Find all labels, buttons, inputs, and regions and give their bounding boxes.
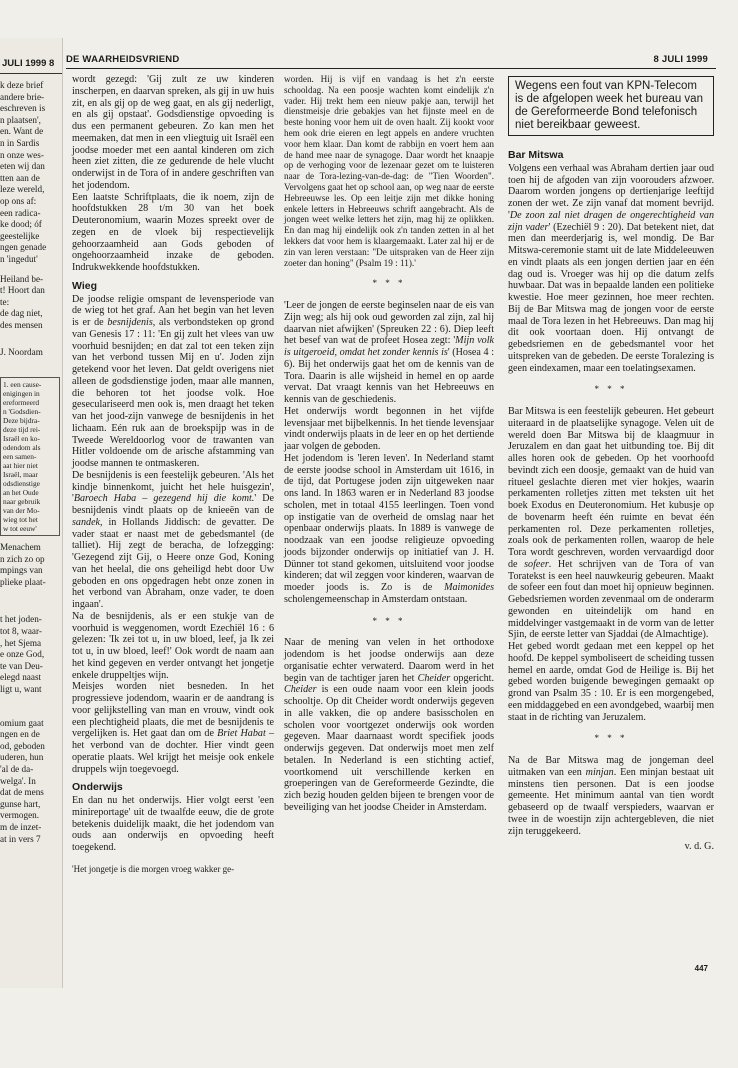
section-separator: * * * [372,278,406,289]
section-separator: * * * [372,615,406,626]
text-fragment: eten wij dan [0,161,45,172]
text-fragment: n in Sardis [0,137,40,148]
text-fragment: n plaatsen', [0,114,41,125]
text-fragment: an het Oude [3,488,39,498]
paragraph: Het onderwijs wordt begonnen in het vijfde levensjaar met bijbelkennis. In het tiende levensjaar vindt onderwijs plaats in de leer en op het dertiende jaar volgen de geboden. [284,405,494,453]
text-fragment: odendom als [3,443,41,453]
paragraph: Volgens een verhaal was Abraham dertien jaar oud toen hij de afgoden van zijn voorouders afzwoer. Daarom worden jongens op dertienjarige leeftijd zonen der wet. Ze zijn vanaf dat moment bevrijd. 'De zoon zal niet dragen de ongerechtigheid van zijn vader' (Ezechiël 9 : 20). Dat betekent niet, dat men dan meerderjarig is, wel mondig. De Bar Mitswa-ceremonie stamt uit de late Middeleeuwen en vindt plaats als een jongen dertien jaar en één dag oud is. Vroeger was hij op die datum zelfs huwbaar. Dat was in bepaalde landen een politieke kwestie. Hoe meer gezinnen, hoe meer rechten. Bij de Bar Mitswa mag de jongen voor de eerste maal de Tora lezen in het Hebreeuws. Dan mag hij dit ook voortaan doen. Hij ontvangt de gebedsriemen en de gebedsmantel voor het uitspreken van de gebeden. De eerste Toralezing is geen eindexamen, maar een toelatingsexamen. [508,162,714,374]
text-fragment: de dag niet, [0,308,43,319]
paragraph: Meisjes worden niet besneden. In het progressieve jodendom, waarin er de aandrang is voor gelijkstelling van man en vrouw, vindt ook een plechtigheid plaats, die met de besnijdenis te vergelijken is. Het gaat dan om de Briet Habat – het verbond van de dochter. Hier vindt geen operatie plaats. Wel krijgt het meisje ook enkele druppels wijn toegevoegd. [72,681,274,775]
paragraph: Het gebed wordt gedaan met een keppel op het hoofd. De keppel symboliseert de scheiding tussen hemel en aarde, omdat God de Heilige is. Bij het gebed worden buigende bewegingen gemaakt op grond van Psalm 35 : 10. Er is een morgengebed, een middaggebed en een avondgebed, waarbij men staat in de richting van Jeruzalem. [508,641,714,723]
text-fragment: Israël, maar [3,470,38,480]
text-fragment: tot 8, waar- [0,626,42,637]
text-fragment: n 'Godsdien- [3,407,41,417]
paragraph: wordt gezegd: 'Gij zult ze uw kinderen inscherpen, en daarvan spreken, als gij in uw huis zit, en als gij op de weg gaat, en als gij nederligt, en als gij opstaat'. Godsdienstige opvoeding is dus een permanent gebeuren. Zo kan men het meemaken, dat men in een vliegtuig uit Israël een joodse moeder met een aantal kinderen om zich heen ziet zitten, die ze gedurende de hele vlucht onderwijst in de Tora of in andere geschriften van het jodendom. [72,74,274,191]
text-fragment: welga'. In [0,775,36,786]
paragraph: En dan nu het onderwijs. Hier volgt eerst 'een minireportage' uit de twaalfde eeuw, die de grote betekenis duidelijk maakt, die het jodendom van ouds aan onderwijs en opvoeding heeft toegekend. [72,795,274,853]
author-signature: v. d. G. [684,841,714,853]
text-fragment: Menachem [0,542,41,553]
previous-page-text-e [0,718,62,846]
previous-page-boxed-note [0,377,60,536]
text-fragment: te van Deu- [0,660,43,671]
text-fragment: 1. een cause- [3,380,42,390]
text-fragment: tten aan de [0,172,40,183]
text-fragment: op ons af: [0,195,37,206]
notice-box: Wegens een fout van KPN-Telecom is de afgelopen week het bureau van de Gereformeerde Bond telefonisch niet bereikbaar geweest. [508,76,714,136]
text-fragment: uderen, hun [0,752,44,763]
text-fragment: n onze wes- [0,149,44,160]
paragraph: De besnijdenis is een feestelijk gebeuren. 'Als het kindje binnenkomt, juicht het hele huisgezin', 'Baroech Haba – gezegend hij die komt.' De besnijdenis vindt plaats op de knieeën van de sandek, in Hollands Jiddisch: de gevatter. De vader staat er naast met de gebedsmantel (de talliet). Hij zegt de beracha, de lofzegging: 'Gezegend zijt Gij, o Heere onze God, Koning van het heelal, die ons geheiligd hebt door Uw geboden en ons opgedragen hebt onze zonen in het verbond van Abraham, onze vader, te doen ingaan'. [72,469,275,610]
text-fragment: deze tijd rei- [3,425,41,435]
paragraph: Naar de mening van velen in het orthodoxe jodendom is het joodse onderwijs aan deze organisatie echter verwaterd. Daarom werd in het begin van de tachtiger jaren het Cheider opgericht. Cheider is een oude naam voor een klein joods schooltje. Op dit Cheider wordt onderwijs gegeven in alle vakken, die op andere basisscholen en scholen voor voortgezet onderwijs ook worden gegeven. Maar daarnaast wordt specifiek joods onderwijs gegeven. Dat onderwijs moet men zelf betalen. In Nederland is een stichting actief, voortkomend uit verschillende kerken en groeperingen van de Gereformeerde Gezindte, die zich bezig houden gelden bijeen te brengen voor de beveiliging van het joodse Cheider in Amsterdam. [284,637,494,813]
paragraph: Bar Mitswa is een feestelijk gebeuren. Het gebeurt uiteraard in de plaatselijke synagoge. Velen uit de wereld doen Bar Mitswa bij de klaagmuur in Jeruzalem en dan gaat het uitbunding toe. Bij dit alles horen ook de gebeden. Op het voorhoofd bevindt zich een doosje, gemaakt van de huid van ritueel geslachte dieren met vier hokjes, waarin perkamenten rolletjes zitten met teksten uit het boek Exodus en Deuteronomium. Het kubusje op de bovenarm heeft één ruimte en bevat één perkamenten rol. Deze perkamenten rolletjes, zoals ook de perkamenten rollen, waarop de hele Tora wordt geschreven, worden vervaardigd door de sofeer. Het schrijven van de Tora of van Toratekst is een heel nauwkeurig gebeuren. Maakt de sofeer een fout dan moet hij opnieuw beginnen. Gebedsriemen worden zevenmaal om de onderarm gewonden en uiteindelijk om hand en middelvinger vastgemaakt in de vorm van de letter Sjin, de eerste letter van Sjaddai (de Almachtige). [508,406,714,641]
text-fragment: m de inzet- [0,821,42,832]
page-header [66,52,716,69]
text-fragment: geestelijke [0,230,40,241]
quote-block: worden. Hij is vijf en vandaag is het z'n eerste schooldag. Na een poosje wachten komt eindelijk z'n vader. Hij trekt hem een nieuw pakje aan, terwijl het dienstmeisje drie gebakjes van het fijnste meel en de beste honing voor hem uit de oven haalt. Zij kookt voor hem ook drie eieren en legt appels en andere vruchten voor hem klaar. Dan komt de rabbijn en voert hem aan de hand mee naar de synagoge. Daar wordt het knaapje op de verhoging voor de lezenaar gezet om te luisteren naar de Tora-lezing-van-de-dag: de "Tien Woorden". Vervolgens gaat het op school aan, op weg naar de eerste Hebreeuwse les. Op een leitje zijn met dikke honing enkele letters in Hebreeuws schrift aangebracht. Als de jongen weet welke letters het zijn, mag hij ze oplikken. En dan mag hij eindelijk ook z'n tanden zetten in al het lekkers dat voor hem is klaargemaakt. Later zal hij er de zin van leren verstaan: "De uitspraken van de Heer zijn zoeter dan honing" (Psalm 19 : 11).' [284,74,494,268]
text-fragment: gunse hart, [0,798,41,809]
previous-page-author: J. Noordam [0,347,43,358]
text-fragment: Heiland be- [0,273,44,284]
text-fragment: een samen- [3,452,37,462]
text-fragment: at in vers 7 [0,833,41,844]
issue-date: 8 JULI 1999 [653,54,708,65]
text-fragment: ngen genade [0,242,47,253]
article-page [66,38,726,1018]
text-fragment: n zich zo op [0,553,45,564]
text-fragment: k deze brief [0,80,44,90]
previous-page-date: 8 JULI 1999 [0,38,62,74]
previous-page-text-a [0,80,62,266]
text-fragment: t! Hoort dan [0,285,45,296]
text-fragment: od, geboden [0,740,45,751]
text-fragment: een radica- [0,207,41,218]
section-heading-bar-mitswa: Bar Mitswa [508,149,564,161]
paragraph: Na de besnijdenis, als er een stukje van de voorhuid is weggenomen, wordt Ezechiël 16 : 6 gelezen: 'Ik zei tot u, in uw bloed, leef, ja Ik zei tot u, in uw bloed, leef!' Ook wordt de naam aan het kind gegeven en verder ontvangt het jongetje enkele druppeltjes wijn. [72,610,274,681]
publication-title: DE WAARHEIDSVRIEND [66,54,180,65]
paragraph: 'Leer de jongen de eerste beginselen naar de eis van Zijn weg; als hij ook oud geworden zal zijn, zal hij daarvan niet afwijken' (Spreuken 22 : 6). Diep leeft het besef van wat de profeet Hosea zegt: 'Mijn volk is uitgeroeid, omdat het zonder kennis is' (Hosea 4 : 6). Bij het onderwijs gaat het om de kennis van de Tora. Daarin is alle wijsheid in hemel en op aarde vervat. Dat vraagt kennis van het Hebreeuws en kennis van de geschiedenis. [284,300,495,406]
text-fragment: andere brie- [0,91,45,102]
text-fragment: naar gebruik [3,497,41,507]
column-2 [284,74,494,814]
section-separator: * * * [594,384,628,395]
previous-page-text-b [0,274,62,332]
text-fragment: plieke plaat- [0,576,46,587]
text-fragment: dat de mens [0,787,44,798]
text-fragment: w tot eeuw' [3,524,37,534]
paragraph: Een laatste Schriftplaats, die ik noem, zijn de hoofdstukken 28 t/m 30 van het boek Deuteronomium, waarin Mozes spreekt over de zegen en de vloek bij respectievelijk gehoorzaamheid aan Gods geboden of ongehoorzaamheid inzake de geboden. Indrukwekkende hoofdstukken. [72,191,274,273]
text-fragment: 'al de da- [0,763,34,774]
text-fragment: omium gaat [0,717,44,728]
section-heading-wieg: Wieg [72,279,97,292]
text-fragment: enigingen in [3,389,40,399]
text-fragment: Deze bijdra- [3,416,40,426]
text-fragment: vermogen. [0,810,40,821]
section-separator: * * * [594,733,628,744]
text-fragment: elegd naast [0,672,42,683]
text-fragment: te: [0,296,10,307]
text-fragment: odsdienstige [3,479,40,489]
text-fragment: ligt u, want [0,684,42,694]
text-fragment: , het Sjema [0,637,42,648]
text-fragment: t het joden- [0,614,42,625]
text-fragment: Israël en ko- [3,434,40,444]
text-fragment: n 'ingedut' [0,253,38,264]
page-number: 447 [694,964,708,973]
text-fragment: mpings van [0,565,43,576]
previous-page-text-c [0,542,62,588]
paragraph: De joodse religie omspant de levensperiode van de wieg tot het graf. Aan het begin van het leven is er de besnijdenis, als verbondsteken op grond van Genesis 17 : 11: 'En gij zult het vlees van uw voorhuid besnijden; en dat zal tot een teken zijn van het verbond tussen Mij en u'. Joden zijn getekend voor het leven. Dat geldt overigens niet alleen de godsdienstige joden, maar alle mannen, die behoren tot het joodse volk. Hoe geseculariseerd men ook is, men draagt het teken van het jood-zijn vanwege de besnijdenis in het lichaam. Eén ruk aan de broekspijp was in de Tweede Wereldoorlog voor de trawanten van Hitler voldoende om de arische afstamming van joodse mannen te ontmaskeren. [72,293,274,469]
text-fragment: van der Mo- [3,506,40,516]
text-fragment: aat hier niet [3,461,38,471]
paragraph: Het jodendom is 'leren leven'. In Nederland stamt de eerste joodse school in Amsterdam uit 1616, in de tijd, dat Portugese joden zijn uitgeweken naar ons land. In 1863 waren er in Nederland 83 joodse scholen, met in totaal 4155 leerlingen. Toen vond op instigatie van de overheid de omslag naar het openbaar onderwijs plaats. In 1889 is vanwege de noodzaak van een joodse religieuze opvoeding joods bijzonder onderwijs op initiatief van J. H. Dünner tot stand gekomen, uitsluitend voor joodse kinderen; dat wil zeggen voor kinderen, waarvan de moeder joods is. Zo is de Maimonides scholengemeenschap in Amsterdam ontstaan. [284,452,494,605]
column-3 [508,74,714,853]
text-fragment: eschreven is [0,103,46,114]
text-fragment: en. Want de [0,126,44,137]
text-fragment: des mensen [0,319,43,330]
section-heading-onderwijs: Onderwijs [72,781,123,794]
previous-page-text-d [0,614,62,695]
paragraph: Na de Bar Mitswa mag de jongeman deel uitmaken van een minjan. Een minjan bestaat uit minstens tien personen. Dat is een joodse gemeente. Het minimum aantal van tien wordt gebaseerd op de twaalf verspieders, waarvan er twee in de woestijn zijn achtergebleven, die niet zijn teruggekeerd. [508,755,714,837]
text-fragment: leze wereld, [0,184,45,195]
text-fragment: ngen en de [0,729,40,740]
text-fragment: ke dood; óf [0,219,42,230]
text-fragment: wieg tot het [3,515,38,525]
previous-page-fragment [0,38,63,988]
quote-start: 'Het jongetje is die morgen vroeg wakker ge- [72,863,235,874]
column-1 [72,74,274,875]
text-fragment: ereformeerd [3,398,40,408]
text-fragment: e onze God, [0,649,45,660]
